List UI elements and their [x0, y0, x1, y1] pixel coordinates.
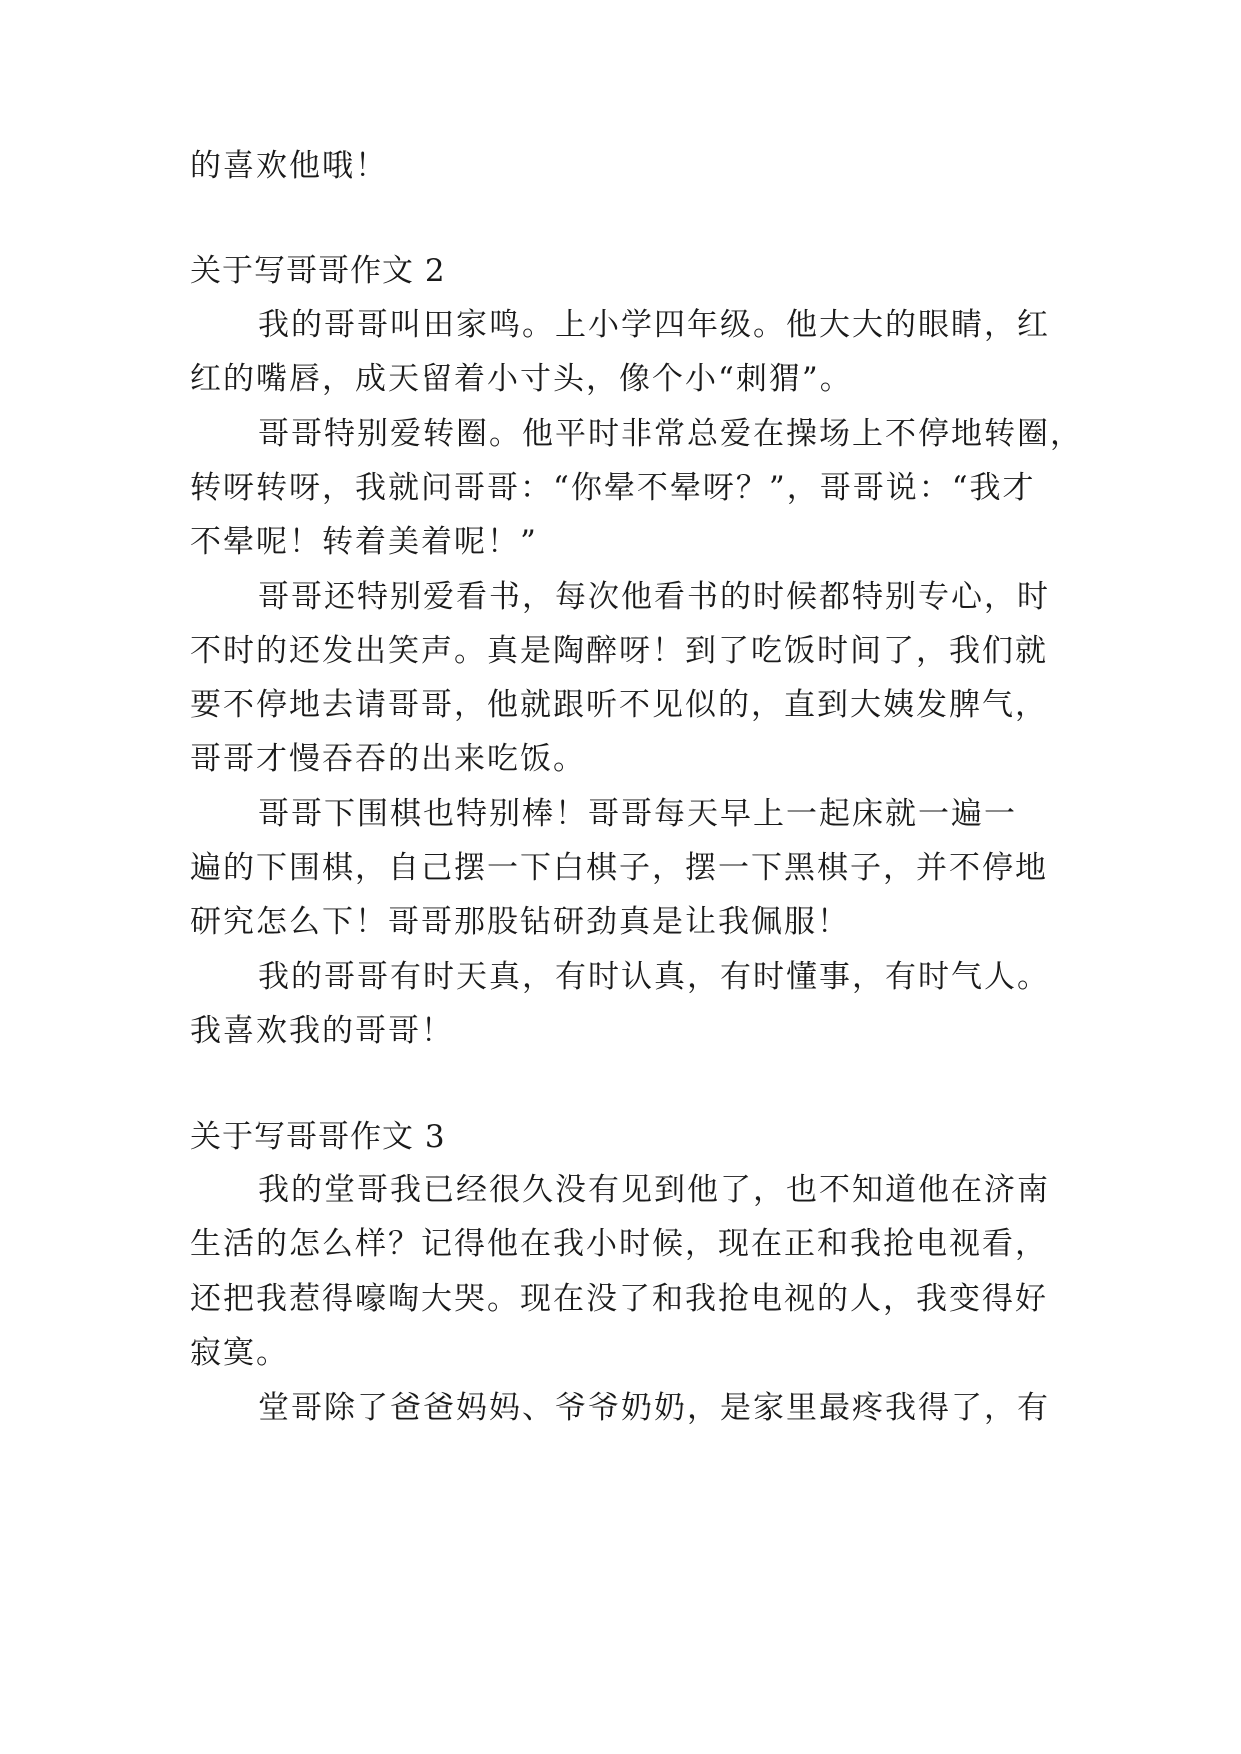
paragraph-line: 转呀转呀，我就问哥哥：“你晕不晕呀？”，哥哥说：“我才 [190, 470, 1036, 506]
paragraph-line: 生活的怎么样？记得他在我小时候，现在正和我抢电视看， [190, 1226, 1048, 1262]
paragraph-line: 我的堂哥我已经很久没有见到他了，也不知道他在济南 [258, 1172, 1050, 1208]
paragraph-line: 我喜欢我的哥哥！ [190, 1013, 454, 1049]
paragraph-line: 研究怎么下！哥哥那股钻研劲真是让我佩服！ [190, 904, 850, 940]
paragraph-line: 不晕呢！转着美着呢！” [190, 524, 538, 560]
paragraph-line: 我的哥哥有时天真，有时认真，有时懂事，有时气人。 [258, 959, 1050, 995]
paragraph-line: 堂哥除了爸爸妈妈、爷爷奶奶，是家里最疼我得了，有 [258, 1390, 1050, 1426]
section-title-3: 关于写哥哥作文 3 [190, 1119, 446, 1155]
paragraph-line: 不时的还发出笑声。真是陶醉呀！到了吃饭时间了，我们就 [190, 633, 1048, 669]
paragraph-line: 哥哥下围棋也特别棒！哥哥每天早上一起床就一遍一 [258, 796, 1017, 832]
paragraph-line: 我的哥哥叫田家鸣。上小学四年级。他大大的眼睛，红 [258, 307, 1050, 343]
paragraph-line: 红的嘴唇，成天留着小寸头，像个小“刺猬”。 [190, 361, 853, 397]
paragraph-line: 的喜欢他哦！ [190, 148, 388, 184]
section-title-2: 关于写哥哥作文 2 [190, 253, 446, 289]
paragraph-line: 要不停地去请哥哥，他就跟听不见似的，直到大姨发脾气， [190, 687, 1048, 723]
paragraph-line: 哥哥特别爱转圈。他平时非常总爱在操场上不停地转圈， [258, 416, 1083, 452]
paragraph-line: 遍的下围棋，自己摆一下白棋子，摆一下黑棋子，并不停地 [190, 850, 1048, 886]
paragraph-line: 还把我惹得嚎啕大哭。现在没了和我抢电视的人，我变得好 [190, 1281, 1048, 1317]
paragraph-line: 寂寞。 [190, 1335, 289, 1371]
paragraph-line: 哥哥还特别爱看书，每次他看书的时候都特别专心，时 [258, 579, 1050, 615]
paragraph-line: 哥哥才慢吞吞的出来吃饭。 [190, 741, 586, 777]
